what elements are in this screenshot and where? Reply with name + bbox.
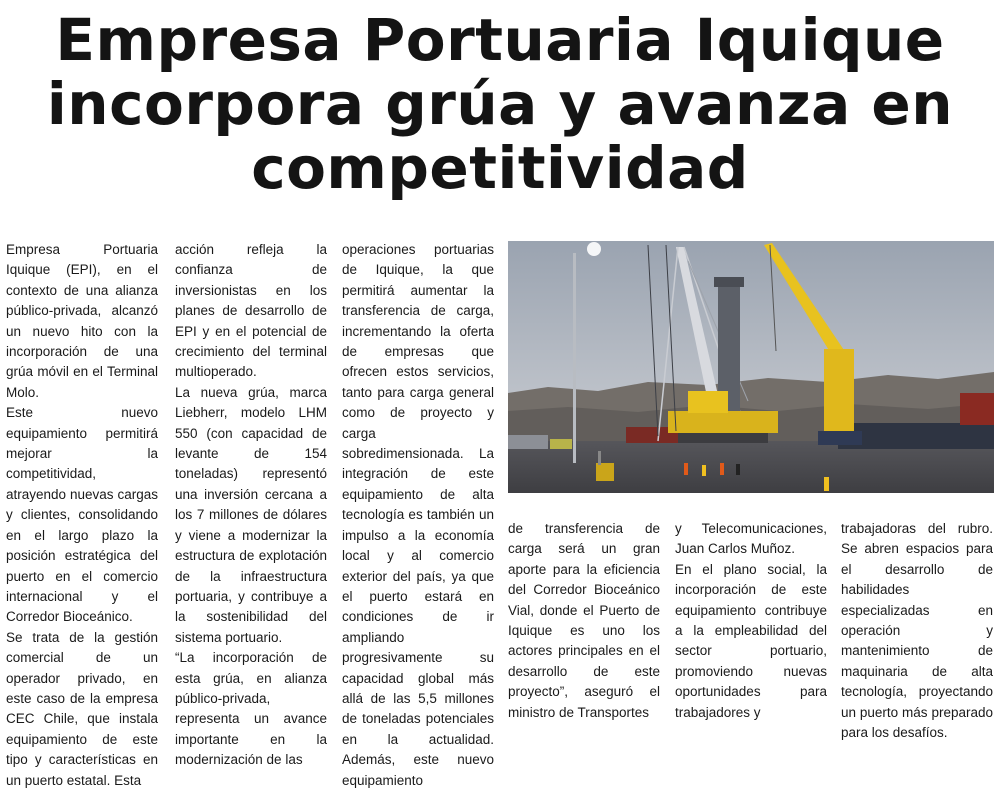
paragraph: trabajadoras del rubro. Se abren espacios para el desarrollo de habilidades especializadas en operación y mantenimiento de maquinaria de alta tecnología, proyectando un puerto más preparado para los desafíos. (841, 521, 993, 741)
article-column-3 (342, 240, 494, 791)
article-column-6 (841, 519, 993, 743)
headline-line-1: Empresa Portuaria Iquique (55, 6, 945, 74)
article-column-4 (508, 519, 660, 723)
article-column-1 (6, 240, 158, 791)
paragraph: y Telecomunicaciones, Juan Carlos Muñoz. (675, 521, 827, 557)
paragraph: acción refleja la confianza de inversionistas en los planes de desarrollo de EPI y en el potencial de crecimiento del terminal multioperado. (175, 242, 327, 380)
paragraph: de transferencia de carga será un gran aporte para la eficiencia del Corredor Bioceánico Vial, donde el Puerto de Iquique es uno los actores principales en el desarrollo de este proyecto”, aseguró el ministro de Transportes (508, 521, 660, 720)
paragraph: En el plano social, la incorporación de este equipamiento contribuye a la empleabilidad del sector portuario, promoviendo nuevas oportunidades para trabajadores y (675, 561, 827, 720)
paragraph: La nueva grúa, marca Liebherr, modelo LHM 550 (con capacidad de levante de 154 toneladas) representó una inversión cercana a los 7 millones de dólares y viene a modernizar la estructura de explotación de la infraestructura portuaria, y contribuye a la sostenibilidad del sistema portuario. (175, 384, 327, 645)
mobile-harbour-crane-photo (508, 241, 994, 493)
paragraph: Empresa Portuaria Iquique (EPI), en el contexto de una alianza público-privada, alcanzó un nuevo hito con la incorporación de una grúa móvil en el Terminal Molo. (6, 242, 158, 400)
article-column-5 (675, 519, 827, 723)
headline-line-2: incorpora grúa y avanza en (46, 70, 954, 138)
article-headline (0, 8, 1000, 200)
headline-line-3: competitividad (251, 134, 749, 202)
crane-photo (508, 241, 994, 493)
paragraph: Este nuevo equipamiento permitirá mejorar la competitividad, atrayendo nuevas cargas y clientes, consolidando en el largo plazo la posición estratégica del puerto en el comercio internacional y el Corredor Bioceánico. (6, 405, 158, 625)
paragraph: operaciones portuarias de Iquique, la que permitirá aumentar la transferencia de carga, incrementando la oferta de empresas que ofrecen estos servicios, tanto para carga general como de proyecto y carga sobredimensionada. La integración de este equipamiento de alta tecnología es también un impulso a la economía local y al comercio exterior del país, ya que el puerto estará en condiciones de ir ampliando progresivamente su capacidad global más allá de las 5,5 millones de toneladas potenciales en la actualidad. Además, este nuevo equipamiento (342, 242, 494, 788)
article-column-2 (175, 240, 327, 771)
paragraph: “La incorporación de esta grúa, en alianza público-privada, representa un avance importante en la modernización de las (175, 650, 327, 768)
paragraph: Se trata de la gestión comercial de un operador privado, en este caso de la empresa CEC Chile, que instala equipamiento de este tipo y características en un puerto estatal. Esta (6, 629, 158, 788)
